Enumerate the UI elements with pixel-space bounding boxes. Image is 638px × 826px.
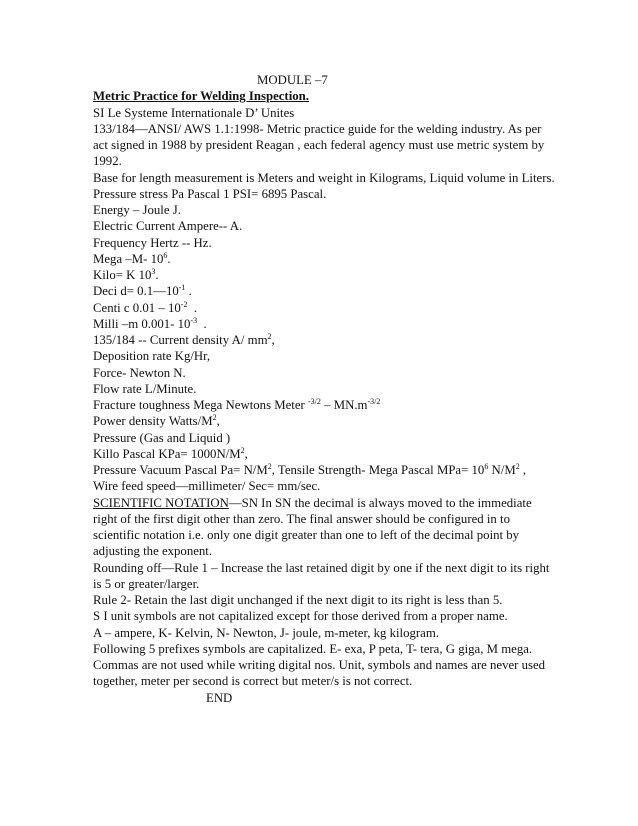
vacuum-exponent-c: 2 [515, 462, 520, 471]
centi-exponent: -2 [180, 299, 188, 309]
wire-feed-line: Wire feed speed—millimeter/ Sec= mm/sec. [93, 479, 321, 494]
module-title: MODULE –7 [257, 73, 328, 87]
mega-text: Mega –M- 10 [93, 251, 164, 266]
si-line: SI Le Systeme Internationale D’ Unites [93, 105, 295, 120]
power-density-line: Power density Watts/$M^2$, [93, 413, 220, 429]
fracture-text-a: Fracture toughness Mega Newtons Meter [93, 398, 309, 412]
fracture-exponent-a: -3/2 [308, 397, 321, 406]
fracture-line [93, 397, 555, 413]
end-marker: END [206, 690, 233, 705]
killo-pascal-text: Killo Pascal KPa= 1000N/M [93, 446, 241, 461]
kilo-line: Kilo= K $10^3$. [93, 267, 159, 282]
scientific-notation-text: —SN In SN the decimal is always moved to the immediate right of the first digit other than zero. The final answer should be configured in to scientific notation i.e. only one digit greater than one to left of the decimal point by adjusting the exponent. [93, 495, 532, 559]
deposition-line: Deposition rate Kg/Hr, [93, 349, 211, 364]
force-line: Force- Newton N. [93, 365, 186, 380]
current-density-exponent: 2 [267, 332, 272, 341]
scientific-notation-label: SCIENTIFIC NOTATION [93, 495, 229, 510]
commas-paragraph: Commas are not used while writing digital nos. Unit, symbols and names are never used together, meter per second is correct but meter/s is not correct. [93, 658, 546, 689]
vacuum-exponent-b: 6 [484, 462, 489, 471]
vacuum-text-c: N/M [488, 463, 516, 477]
flow-line: Flow rate L/Minute. [93, 381, 197, 396]
document-heading: Metric Practice for Welding Inspection. [93, 89, 309, 104]
killo-pascal-exponent: 2 [240, 445, 245, 455]
deci-exponent: -1 [178, 283, 186, 293]
power-density-exponent: 2 [212, 413, 217, 423]
rounding-rule-1: Rounding off—Rule 1 – Increase the last retained digit by one if the next digit to its right is 5 or greater/larger. [93, 560, 550, 591]
current-density-text: 135/184 -- Current density A/ mm [93, 333, 268, 347]
mega-exponent: 6 [163, 250, 168, 260]
kilo-exponent: 3 [151, 267, 156, 276]
rounding-rule-2: Rule 2- Retain the last digit unchanged if the next digit to its right is less than 5. [93, 593, 503, 607]
kilo-text: Kilo= K 10 [93, 268, 152, 282]
energy-line: Energy – Joule J. [93, 203, 181, 217]
milli-text: Milli –m 0.001- 10 [93, 316, 191, 331]
paragraph-ansi-aws: 133/184—ANSI/ AWS 1.1:1998- Metric practice guide for the welding industry. As per act signed in 1988 by president Reagan , each federal agency must use metric system by 1992. [93, 121, 545, 169]
scientific-notation-paragraph [93, 495, 555, 560]
current-density-line: 135/184 -- Current density A/ $mm^2$, [93, 332, 275, 347]
vacuum-exponent-a: 2 [267, 462, 272, 471]
mega-line: Mega –M- $10^6$. [93, 250, 171, 266]
milli-exponent: -3 [190, 315, 198, 325]
document-body [93, 72, 555, 706]
prefixes-line: Following 5 prefixes symbols are capitalized. E- exa, P peta, T- tera, G giga, M mega. [93, 641, 533, 656]
deci-text: Deci d= 0.1—10 [93, 284, 179, 299]
fracture-exponent-b: -3/2 [367, 397, 381, 406]
vacuum-text-b: , Tensile Strength- Mega Pascal MPa= 10 [271, 463, 485, 477]
centi-text: Centi c 0.01 – 10 [93, 300, 181, 315]
pressure-gas-line: Pressure (Gas and Liquid ) [93, 430, 231, 445]
centi-line: Centi c $0.01 - 10^{-2}$ . [93, 299, 198, 315]
deci-line: Deci $d= 0.1—10^{-1}$ . [93, 283, 192, 299]
power-density-text: Power density Watts/M [93, 414, 213, 429]
milli-line: Milli –m 0.001- $10^{-3}$ . [93, 315, 207, 331]
killo-pascal-line: Killo Pascal $KPa= 1000N/M^2$, [93, 445, 248, 461]
electric-current-line: Electric Current Ampere-- A. [93, 219, 243, 234]
frequency-line: Frequency Hertz -- Hz. [93, 235, 212, 250]
unit-list-line: A – ampere, K- Kelvin, N- Newton, J- joule, m-meter, kg kilogram. [93, 625, 439, 640]
paragraph-base-units: Base for length measurement is Meters and weight in Kilograms, Liquid volume in Liters. Pressure stress Pa Pascal 1 PSI= 6895 Pascal. [93, 170, 555, 201]
fracture-text-b: – MN.m [320, 398, 368, 412]
vacuum-text-a: Pressure Vacuum Pascal Pa= N/M [93, 463, 268, 477]
pressure-vacuum-line: Pressure Vacuum Pascal $Pa= N/M^2$, Tensile Strength- Mega Pascal $MPa= 10^6$ $N/M^2$ , [93, 462, 527, 477]
si-symbols-line: S I unit symbols are not capitalized except for those derived from a proper name. [93, 609, 508, 624]
